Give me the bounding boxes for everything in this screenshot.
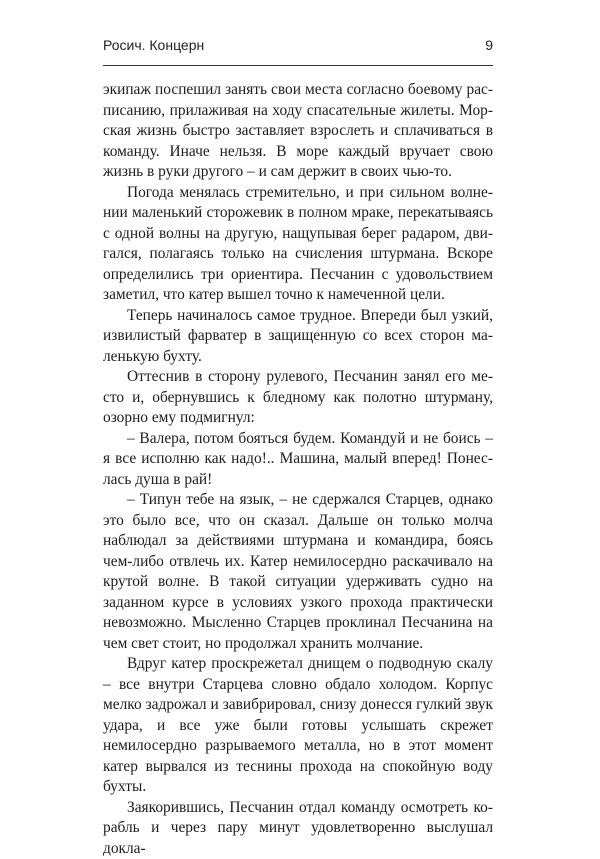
paragraph: Теперь начиналось самое трудное. Впереди был узкий, извилистый фарватер в защищенную со всех сторон маленькую бухту. <box>103 306 493 368</box>
paragraph: Заякорившись, Песчанин отдал команду осмотреть корабль и через пару минут удовлетворенно выслушал докла- <box>103 798 493 859</box>
running-head <box>103 33 493 57</box>
paragraph: Погода менялась стремительно, и при сильном волнении маленький сторожевик в полном мраке, перекатываясь с одной волны на другую, нащупывая берег радаром, двигался, полагаясь только на счисления штурмана. Вскоре определились три ориентира. Песчанин с удовольствием заметил, что катер вышел точно к намеченной цели. <box>103 183 493 306</box>
paragraph: – Типун тебе на язык, – не сдержался Старцев, однако это было все, что он сказал. Дальше он только молча наблюдал за действиями штурмана и командира, боясь чем-либо отвлечь их. Катер немилосердно раскачивало на крутой волне. В такой ситуации удерживать судно на заданном курсе в условиях узкого прохода практически невозможно. Мысленно Старцев проклинал Песчанина на чем свет стоит, но продолжал хранить молчание. <box>103 490 493 654</box>
paragraph: экипаж поспешил занять свои места согласно боевому расписанию, прилаживая на ходу спасательные жилеты. Морская жизнь быстро заставляет взрослеть и сплачиваться в команду. Иначе нельзя. В море каждый вручает свою жизнь в руки другого – и сам держит в своих чью-то. <box>103 80 493 183</box>
header-rule <box>103 65 493 66</box>
paragraph: Оттеснив в сторону рулевого, Песчанин занял его место и, обернувшись к бледному как полотно штурману, озорно ему подмигнул: <box>103 367 493 429</box>
page-number: 9 <box>485 33 493 57</box>
paragraph: Вдруг катер проскрежетал днищем о подводную скалу – все внутри Старцева словно обдало холодом. Корпус мелко задрожал и завибрировал, снизу донесся гулкий звук удара, и все уже были готовы услышать скрежет немилосердно разрываемого металла, но в этот момент катер вырвался из теснины прохода на спокойную воду бухты. <box>103 654 493 798</box>
paragraph: – Валера, потом бояться будем. Командуй и не боись – я все исполню как надо!.. Машина, малый вперед! Понеслась душа в рай! <box>103 429 493 491</box>
book-title: Росич. Концерн <box>103 33 204 57</box>
body-text <box>103 80 493 859</box>
